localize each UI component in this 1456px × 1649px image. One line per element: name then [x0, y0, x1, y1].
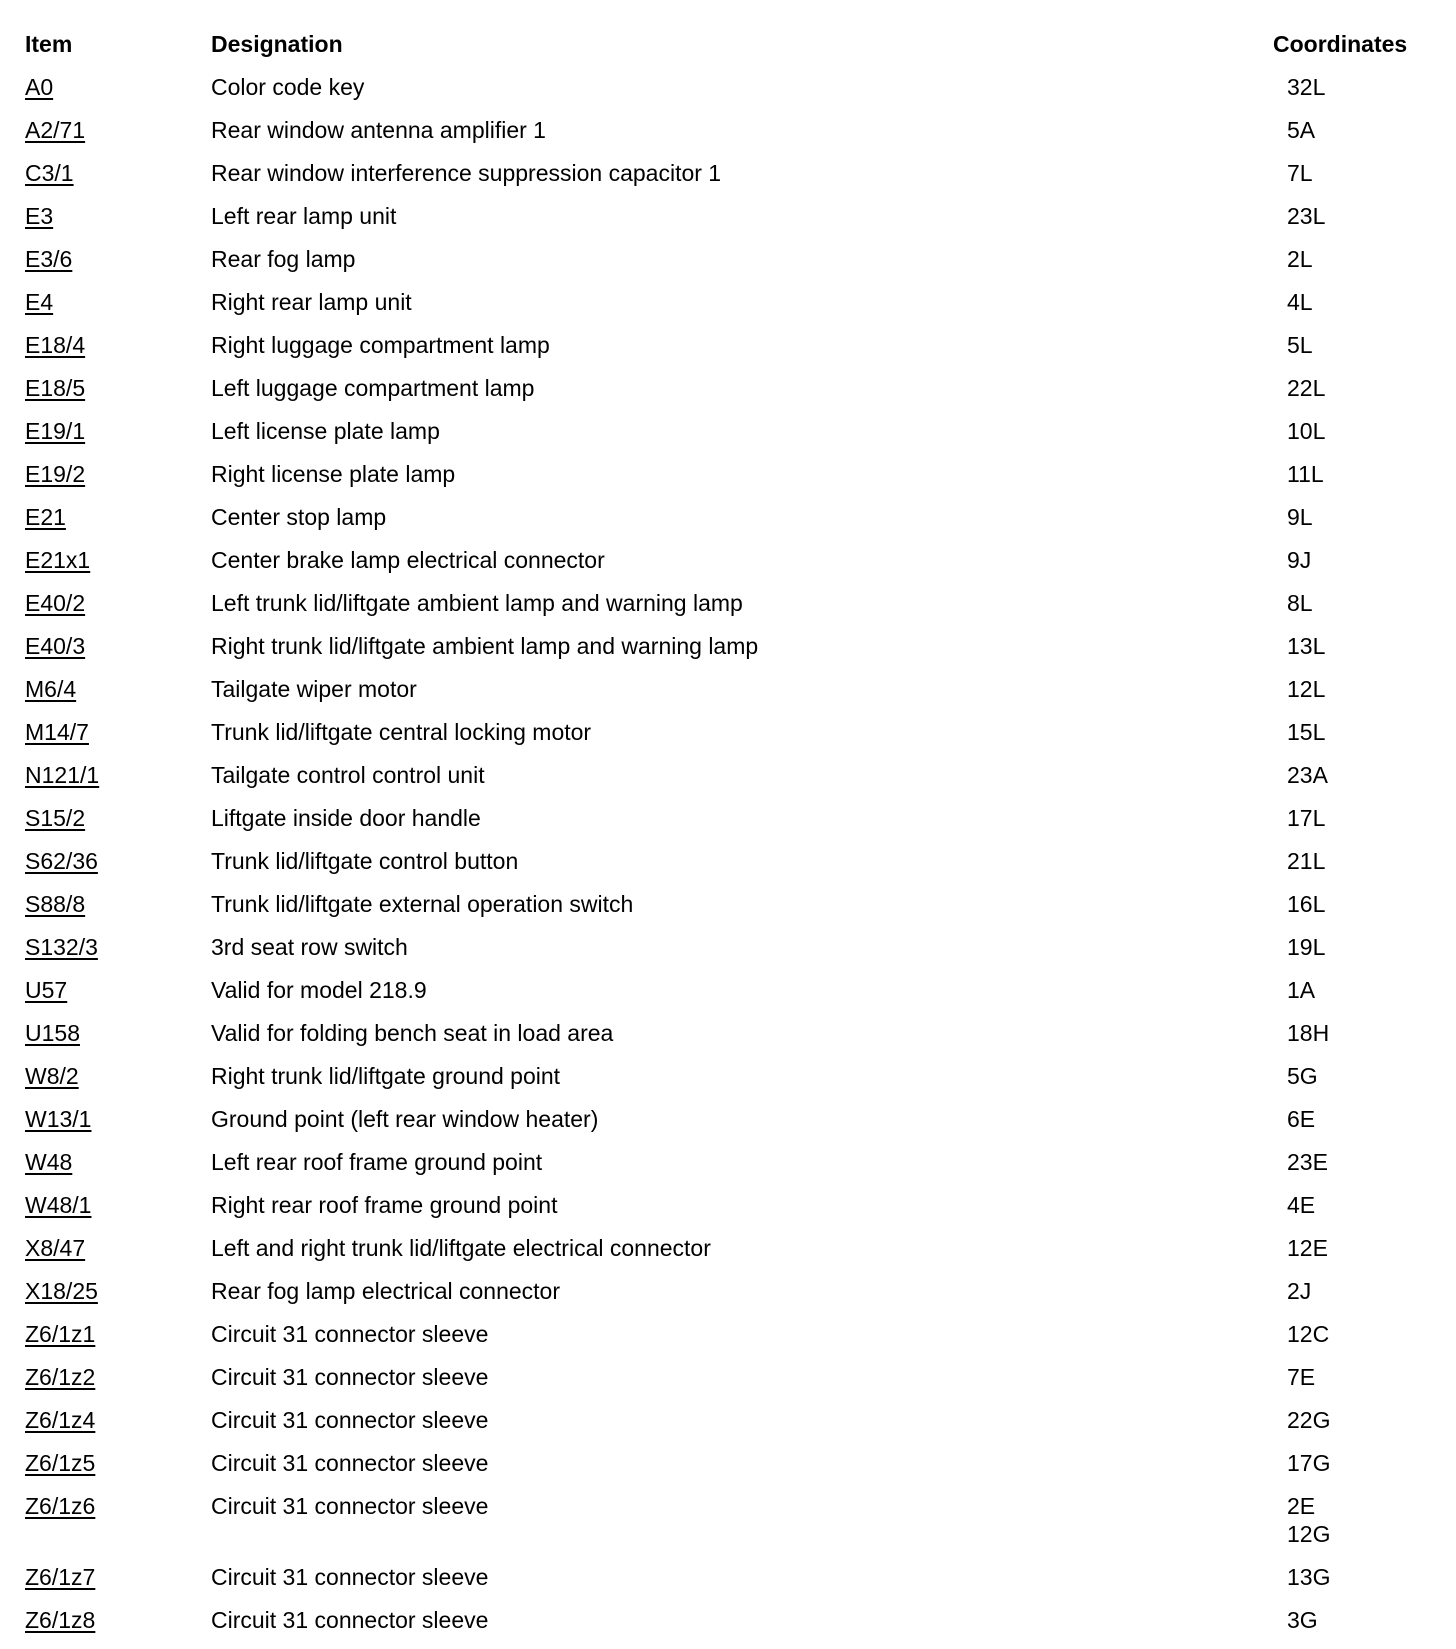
table-row	[0, 1606, 1456, 1649]
coordinates-cell	[1287, 288, 1313, 316]
coordinates-cell	[1287, 718, 1325, 746]
designation-text: Trunk lid/liftgate control button	[211, 848, 519, 874]
designation-text: 3rd seat row switch	[211, 934, 408, 960]
item-link[interactable]: Z6/1z5	[25, 1450, 96, 1476]
coordinate-value: 5A	[1287, 117, 1316, 143]
designation-text: Left rear roof frame ground point	[211, 1149, 543, 1175]
coordinates-cell	[1287, 202, 1325, 230]
coordinates-cell	[1287, 245, 1313, 273]
coordinates-cell	[1287, 1449, 1330, 1477]
coordinates-cell	[1287, 761, 1328, 789]
item-link[interactable]: A2/71	[25, 117, 86, 143]
coordinates-cell	[1287, 503, 1313, 531]
item-link[interactable]: C3/1	[25, 160, 74, 186]
item-link[interactable]: Z6/1z7	[25, 1564, 96, 1590]
coordinate-value: 32L	[1287, 74, 1326, 100]
designation-text: Circuit 31 connector sleeve	[211, 1321, 489, 1347]
item-link[interactable]: S88/8	[25, 891, 86, 917]
item-link[interactable]: M6/4	[25, 676, 77, 702]
coordinate-value: 12G	[1287, 1521, 1331, 1547]
coordinates-cell	[1287, 890, 1325, 918]
table-row	[0, 761, 1456, 804]
table-row	[0, 1492, 1456, 1563]
item-link[interactable]: W13/1	[25, 1106, 92, 1132]
item-link[interactable]: E21x1	[25, 547, 91, 573]
item-link[interactable]: S15/2	[25, 805, 86, 831]
table-row	[0, 1277, 1456, 1320]
designation-text: Valid for folding bench seat in load area	[211, 1020, 614, 1046]
table-row	[0, 804, 1456, 847]
coordinate-value: 10L	[1287, 418, 1326, 444]
table-row	[0, 1234, 1456, 1277]
coordinate-value: 16L	[1287, 891, 1326, 917]
table-row	[0, 1191, 1456, 1234]
table-row	[0, 675, 1456, 718]
item-link[interactable]: E40/3	[25, 633, 86, 659]
coordinate-value: 12E	[1287, 1235, 1328, 1261]
item-link[interactable]: Z6/1z2	[25, 1364, 96, 1390]
designation-text: Rear fog lamp electrical connector	[211, 1278, 560, 1304]
designation-text: Color code key	[211, 74, 365, 100]
table-row	[0, 503, 1456, 546]
coordinate-value: 18H	[1287, 1020, 1330, 1046]
coordinate-value: 15L	[1287, 719, 1326, 745]
table-row	[0, 546, 1456, 589]
table-row	[0, 288, 1456, 331]
designation-text: Left luggage compartment lamp	[211, 375, 535, 401]
table-row	[0, 847, 1456, 890]
coordinates-cell	[1287, 1406, 1330, 1434]
designation-text: Trunk lid/liftgate central locking motor	[211, 719, 592, 745]
table-row	[0, 1019, 1456, 1062]
table-row	[0, 1563, 1456, 1606]
coordinates-cell	[1287, 976, 1315, 1004]
designation-text: Left and right trunk lid/liftgate electrical connector	[211, 1235, 711, 1261]
coordinates-cell	[1287, 1363, 1315, 1391]
table-row	[0, 374, 1456, 417]
coordinate-value: 3G	[1287, 1607, 1318, 1633]
table-row	[0, 73, 1456, 116]
designation-text: Rear fog lamp	[211, 246, 356, 272]
coordinates-cell	[1287, 1148, 1328, 1176]
table-row	[0, 890, 1456, 933]
item-link[interactable]: E40/2	[25, 590, 86, 616]
designation-text: Right trunk lid/liftgate ground point	[211, 1063, 561, 1089]
item-link[interactable]: Z6/1z6	[25, 1493, 96, 1519]
designation-text: Right rear roof frame ground point	[211, 1192, 558, 1218]
coordinates-cell	[1287, 1062, 1318, 1090]
item-link[interactable]: S132/3	[25, 934, 98, 960]
table-row	[0, 976, 1456, 1019]
coordinates-cell	[1287, 1019, 1329, 1047]
designation-text: Right license plate lamp	[211, 461, 456, 487]
item-link[interactable]: A0	[25, 74, 54, 100]
coordinate-value: 6E	[1287, 1106, 1316, 1132]
item-link[interactable]: M14/7	[25, 719, 89, 745]
coordinates-cell	[1287, 632, 1325, 660]
table-row	[0, 1062, 1456, 1105]
coordinate-value: 5G	[1287, 1063, 1318, 1089]
coordinate-value: 7E	[1287, 1364, 1316, 1390]
table-row	[0, 331, 1456, 374]
coordinate-value: 8L	[1287, 590, 1313, 616]
designation-text: Circuit 31 connector sleeve	[211, 1364, 489, 1390]
item-link[interactable]: E19/1	[25, 418, 86, 444]
header-designation: Designation	[211, 31, 343, 57]
designation-text: Circuit 31 connector sleeve	[211, 1450, 489, 1476]
coordinates-cell	[1287, 331, 1313, 359]
coordinates-cell	[1287, 417, 1325, 445]
designation-text: Tailgate control control unit	[211, 762, 485, 788]
coordinate-value: 7L	[1287, 160, 1313, 186]
table-body	[0, 73, 1456, 1649]
designation-text: Left license plate lamp	[211, 418, 440, 444]
table-row	[0, 632, 1456, 675]
coordinate-value: 9J	[1287, 547, 1312, 573]
coordinate-value: 23A	[1287, 762, 1328, 788]
coordinates-cell	[1287, 1320, 1329, 1348]
item-link[interactable]: E21	[25, 504, 66, 530]
table-row	[0, 1363, 1456, 1406]
designation-text: Circuit 31 connector sleeve	[211, 1564, 489, 1590]
coordinates-cell	[1287, 675, 1325, 703]
item-link[interactable]: Z6/1z8	[25, 1607, 96, 1633]
item-link[interactable]: W48	[25, 1149, 73, 1175]
coordinate-value: 13L	[1287, 633, 1326, 659]
coordinates-cell	[1287, 804, 1325, 832]
coordinate-value: 22G	[1287, 1407, 1331, 1433]
table-row	[0, 159, 1456, 202]
item-link[interactable]: X18/25	[25, 1278, 98, 1304]
designation-text: Left rear lamp unit	[211, 203, 397, 229]
designation-text: Circuit 31 connector sleeve	[211, 1407, 489, 1433]
coordinate-value: 21L	[1287, 848, 1326, 874]
table-row	[0, 1320, 1456, 1363]
coordinates-cell	[1287, 374, 1325, 402]
designation-text: Tailgate wiper motor	[211, 676, 417, 702]
table-row	[0, 718, 1456, 761]
coordinates-cell	[1287, 116, 1315, 144]
item-link[interactable]: E3/6	[25, 246, 73, 272]
designation-text: Rear window antenna amplifier 1	[211, 117, 546, 143]
designation-text: Ground point (left rear window heater)	[211, 1106, 599, 1132]
designation-text: Circuit 31 connector sleeve	[211, 1607, 489, 1633]
table-row	[0, 1148, 1456, 1191]
designation-text: Trunk lid/liftgate external operation switch	[211, 891, 634, 917]
coordinate-value: 4L	[1287, 289, 1313, 315]
item-link[interactable]: N121/1	[25, 762, 100, 788]
coordinate-value: 5L	[1287, 332, 1313, 358]
designation-text: Valid for model 218.9	[211, 977, 427, 1003]
table-header	[0, 0, 1456, 57]
header-item: Item	[25, 31, 73, 57]
item-link[interactable]: E19/2	[25, 461, 86, 487]
item-link[interactable]: U57	[25, 977, 68, 1003]
coordinate-value: 12C	[1287, 1321, 1330, 1347]
table-row	[0, 933, 1456, 976]
item-link[interactable]: U158	[25, 1020, 80, 1046]
item-link[interactable]: Z6/1z4	[25, 1407, 96, 1433]
designation-text: Right trunk lid/liftgate ambient lamp and warning lamp	[211, 633, 759, 659]
coordinates-cell	[1287, 546, 1311, 574]
header-coordinates: Coordinates	[1273, 31, 1408, 57]
table-row	[0, 116, 1456, 159]
coordinate-value: 4E	[1287, 1192, 1316, 1218]
coordinates-cell	[1287, 847, 1325, 875]
coordinate-value: 23E	[1287, 1149, 1328, 1175]
coordinate-value: 2E	[1287, 1493, 1316, 1519]
table-row	[0, 1449, 1456, 1492]
table-row	[0, 417, 1456, 460]
designation-text: Right rear lamp unit	[211, 289, 412, 315]
table-row	[0, 460, 1456, 503]
item-link[interactable]: S62/36	[25, 848, 98, 874]
designation-text: Circuit 31 connector sleeve	[211, 1493, 489, 1519]
coordinate-value: 17G	[1287, 1450, 1331, 1476]
designation-text: Rear window interference suppression capacitor 1	[211, 160, 722, 186]
coordinates-cell	[1287, 1105, 1315, 1133]
coordinate-value: 1A	[1287, 977, 1316, 1003]
item-link[interactable]: E4	[25, 289, 54, 315]
coordinates-cell	[1287, 1234, 1328, 1262]
coordinate-value: 2L	[1287, 246, 1313, 272]
designation-text: Liftgate inside door handle	[211, 805, 481, 831]
coordinate-value: 9L	[1287, 504, 1313, 530]
coordinate-value: 22L	[1287, 375, 1326, 401]
coordinate-value: 12L	[1287, 676, 1326, 702]
item-link[interactable]: E3	[25, 203, 54, 229]
designation-text: Right luggage compartment lamp	[211, 332, 550, 358]
item-link[interactable]: E18/4	[25, 332, 86, 358]
coordinate-value: 17L	[1287, 805, 1326, 831]
coordinates-cell	[1287, 1277, 1311, 1305]
item-link[interactable]: X8/47	[25, 1235, 86, 1261]
coordinates-cell	[1287, 460, 1324, 488]
coordinate-value: 19L	[1287, 934, 1326, 960]
coordinates-cell	[1287, 589, 1313, 617]
designation-text: Center stop lamp	[211, 504, 387, 530]
item-link[interactable]: W8/2	[25, 1063, 79, 1089]
designation-text: Left trunk lid/liftgate ambient lamp and warning lamp	[211, 590, 743, 616]
coordinates-cell	[1287, 1606, 1318, 1634]
coordinate-value: 13G	[1287, 1564, 1331, 1590]
coordinates-cell	[1287, 159, 1313, 187]
designation-text: Center brake lamp electrical connector	[211, 547, 605, 573]
item-link[interactable]: Z6/1z1	[25, 1321, 96, 1347]
coordinates-cell	[1287, 73, 1325, 101]
coordinates-cell	[1287, 933, 1325, 961]
table-row	[0, 202, 1456, 245]
table-row	[0, 1406, 1456, 1449]
coordinates-cell	[1287, 1563, 1330, 1591]
table-row	[0, 245, 1456, 288]
coordinate-value: 11L	[1287, 461, 1324, 487]
coordinate-value: 23L	[1287, 203, 1326, 229]
coordinate-value: 2J	[1287, 1278, 1312, 1304]
coordinates-cell	[1287, 1492, 1330, 1548]
item-link[interactable]: W48/1	[25, 1192, 92, 1218]
item-link[interactable]: E18/5	[25, 375, 86, 401]
coordinates-cell	[1287, 1191, 1315, 1219]
table-row	[0, 589, 1456, 632]
table-row	[0, 1105, 1456, 1148]
